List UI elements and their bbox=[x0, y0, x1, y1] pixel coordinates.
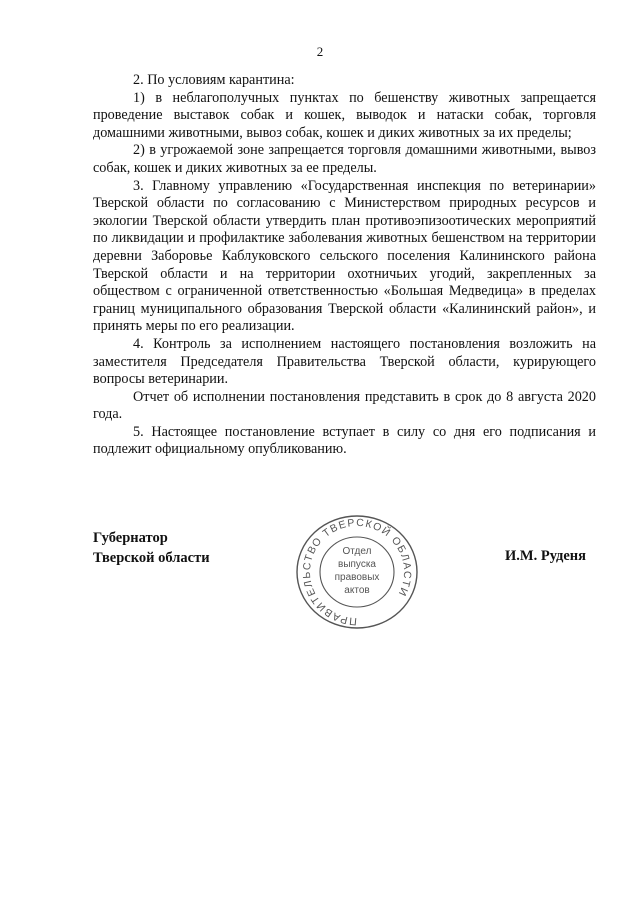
document-body bbox=[93, 72, 596, 459]
svg-text:выпуска: выпуска bbox=[338, 559, 376, 570]
paragraph-effective-date: 5. Настоящее постановление вступает в силу со дня его подписания и подлежит официальному опубликованию. bbox=[93, 423, 596, 458]
signatory-title bbox=[93, 528, 210, 568]
official-stamp bbox=[293, 514, 421, 636]
signatory-title-line1: Губернатор bbox=[93, 530, 168, 546]
signatory-name: И.М. Руденя bbox=[505, 548, 587, 564]
paragraph-quarantine-conditions: 2. По условиям карантина: bbox=[133, 72, 295, 88]
svg-text:правовых: правовых bbox=[334, 572, 380, 583]
svg-text:Отдел: Отдел bbox=[342, 546, 372, 557]
paragraph-unfavorable-points: 1) в неблагополучных пунктах по бешенству животных запрещается проведение выставок собак и кошек, выводок и натаски собак, торговля домашними животными, вывоз собак, кошек и диких животных за их пределы; bbox=[93, 89, 596, 141]
paragraph-vet-inspection: 3. Главному управлению «Государственная инспекция по ветеринарии» Тверской области по согласованию с Министерством природных ресурсов и экологии Тверской области утвердить план противоэпизоотических мероприятий по ликвидации и профилактике заболевания животных бешенством на территории деревни Заборовье Каблуковского сельского поселения Калининского района Тверской области и на территории охотничьих угодий, закрепленных за обществом с ограниченной ответственностью «Большая Медведица» в пределах границ муниципального образования Тверской области «Калининский район», и принять меры по его реализации. bbox=[93, 177, 596, 335]
paragraph-report: Отчет об исполнении постановления представить в срок до 8 августа 2020 года. bbox=[93, 388, 596, 423]
svg-text:ПРАВИТЕЛЬСТВО ТВЕРСКОЙ ОБЛАСТИ: ПРАВИТЕЛЬСТВО ТВЕРСКОЙ ОБЛАСТИ bbox=[300, 516, 414, 628]
svg-text:актов: актов bbox=[344, 585, 370, 596]
paragraph-threatened-zone: 2) в угрожаемой зоне запрещается торговля домашними животными, вывоз собак, кошек и диких животных за ее пределы. bbox=[93, 142, 596, 176]
stamp-seal-icon bbox=[293, 514, 421, 636]
signatory-title-line2: Тверской области bbox=[93, 550, 210, 566]
paragraph-control: 4. Контроль за исполнением настоящего постановления возложить на заместителя Председателя Правительства Тверской области, курирующего вопросы ветеринарии. bbox=[93, 335, 596, 388]
page-number: 2 bbox=[316, 44, 324, 59]
